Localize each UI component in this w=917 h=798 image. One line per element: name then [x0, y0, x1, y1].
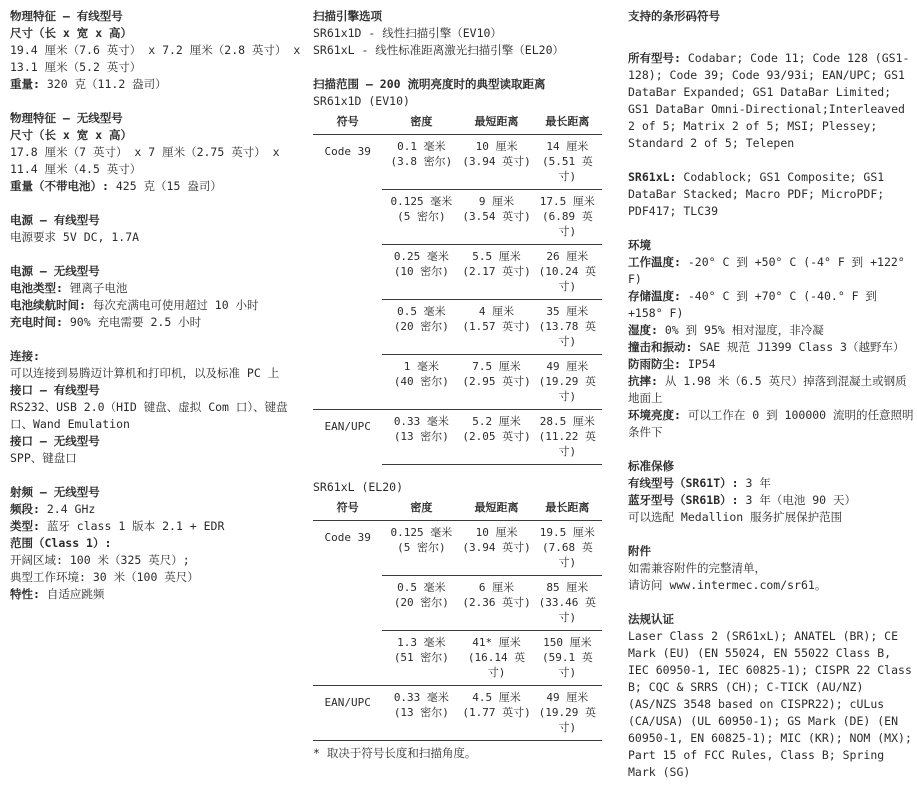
label-bold: 特性:	[10, 587, 40, 601]
min-distance-cell	[460, 410, 532, 465]
max-distance-cell	[533, 190, 602, 245]
section-heading	[10, 433, 308, 450]
section-heading	[10, 212, 308, 229]
table-cell-line: 41* 厘米	[472, 636, 521, 649]
section-heading	[10, 484, 308, 501]
min-distance-cell	[460, 300, 532, 355]
label-bold: 扫描范围 — 200 流明亮度时的典型读取距离	[313, 77, 546, 91]
text-segment: SAE 规范 J1399 Class 3（越野车）	[692, 340, 905, 354]
label-bold: 重量（不带电池）:	[10, 179, 109, 193]
table-cell-line: 7.5 厘米	[472, 360, 521, 373]
table-cell-line: (2.17 英寸)	[462, 265, 531, 278]
label-bold: 范围（Class 1）:	[10, 536, 112, 550]
density-cell	[382, 300, 460, 355]
label-bold: 接口 — 无线型号	[10, 434, 100, 448]
text-segment: SR61xL (EL20)	[313, 480, 404, 494]
text-segment: 。	[814, 578, 827, 592]
label-bold: 标准保修	[628, 459, 674, 473]
text-segment: IP54	[680, 357, 716, 371]
text-segment: 可以工作在 0 到 100000 流明的任意照明条件下	[628, 408, 914, 439]
text-line	[628, 475, 914, 492]
table-cell-line: (5.51 英寸)	[541, 155, 593, 183]
table-cell-line: 14 厘米	[546, 140, 589, 153]
label-bold: 尺寸（长 x 宽 x 高）	[10, 26, 133, 40]
table-header-cell: 符号	[313, 112, 382, 135]
table-cell-line: 5.2 厘米	[472, 415, 521, 428]
section-heading	[10, 382, 308, 399]
table-cell-line: (3.54 英寸)	[462, 210, 531, 223]
text-line	[628, 407, 914, 441]
power-wireless-section	[10, 263, 308, 331]
warranty-section	[628, 458, 914, 526]
symbologies-sr61xl	[628, 169, 914, 220]
text-segment: 17.8 厘米（7 英寸） x 7 厘米（2.75 英寸） x 11.4 厘米（4.5 英寸）	[10, 145, 280, 176]
section-heading	[10, 263, 308, 280]
table-cell-line: (16.14 英寸)	[467, 651, 526, 679]
table-header-row	[313, 498, 602, 521]
scan-engine-options-section	[313, 8, 611, 59]
table-cell-line: 1 毫米	[403, 360, 439, 373]
table-cell-line: 26 厘米	[546, 250, 589, 263]
text-segment: 锂离子电池	[62, 281, 128, 295]
table-row	[313, 135, 602, 190]
table-cell-line: (3.8 密尔)	[390, 155, 453, 168]
table-cell-line: (33.46 英寸)	[538, 596, 597, 624]
symbology-cell: EAN/UPC	[313, 410, 382, 465]
table-cell-line: 28.5 厘米	[539, 415, 595, 428]
table-header-cell: 密度	[382, 498, 460, 521]
max-distance-cell	[533, 300, 602, 355]
section-heading	[628, 611, 914, 628]
text-segment: SPP、键盘口	[10, 451, 77, 465]
text-line	[628, 509, 914, 526]
table-caption-ev10	[313, 93, 611, 110]
text-line	[10, 450, 308, 467]
label-bold: 类型:	[10, 519, 40, 533]
text-segment: 蓝牙 class 1 版本 2.1 + EDR	[39, 519, 225, 533]
rf-section	[10, 484, 308, 603]
max-distance-cell	[533, 410, 602, 465]
physical-wireless-section	[10, 110, 308, 195]
label-bold: 蓝牙型号（SR61B）:	[628, 493, 739, 507]
table-cell-line: 150 厘米	[543, 636, 592, 649]
label-bold: 电池类型:	[10, 281, 63, 295]
min-distance-cell	[460, 631, 532, 686]
label-bold: 法规认证	[628, 612, 674, 626]
scan-range-table-el20	[313, 498, 611, 741]
table-header-cell: 符号	[313, 498, 382, 521]
label-bold: 存储温度:	[628, 289, 681, 303]
table-footnote	[313, 745, 611, 762]
table-cell-line: (13.78 英寸)	[538, 320, 597, 348]
table-cell-line: (2.95 英寸)	[462, 375, 531, 388]
label-bold: 有线型号（SR61T）:	[628, 476, 739, 490]
symbology-cell: Code 39	[324, 531, 371, 544]
label-bold: 支持的条形码符号	[628, 9, 720, 23]
table-cell-line: (1.57 英寸)	[462, 320, 531, 333]
table-cell-line: 10 厘米	[475, 526, 518, 539]
table-cell-line: (5 密尔)	[397, 541, 446, 554]
text-segment: 425 克（15 盎司）	[108, 179, 222, 193]
text-segment: SR61x1D - 线性扫描引擎（EV10）	[313, 26, 502, 40]
text-line	[10, 365, 308, 382]
text-line	[10, 144, 308, 178]
text-line	[10, 552, 308, 569]
text-line	[628, 169, 914, 220]
text-segment: Codabar; Code 11; Code 128 (GS1-128); Code 39; Code 93/93i; EAN/UPC; GS1 DataBar Expanded; GS1 DataBar Limited; GS1 DataBar Omni-Directional;Interleaved 2 of 5; Matrix 2 of 5; MSI; Plessey; Standard 2 of 5; Telepen	[628, 51, 910, 150]
max-distance-cell	[533, 135, 602, 190]
max-distance-cell	[533, 686, 602, 741]
max-distance-cell	[533, 245, 602, 300]
text-segment: 90% 充电需要 2.5 小时	[62, 315, 202, 329]
label-bold: 所有型号:	[628, 51, 681, 65]
text-line	[10, 42, 308, 76]
scan-range-table-el20	[313, 498, 602, 741]
table-row	[313, 410, 602, 465]
min-distance-cell	[460, 576, 532, 631]
label-bold: 接口 — 有线型号	[10, 383, 100, 397]
table-cell-line: (2.05 英寸)	[462, 430, 531, 443]
table-cell-line: (13 密尔)	[393, 706, 449, 719]
label-bold: 电池续航时间:	[10, 298, 86, 312]
environment-section	[628, 237, 914, 441]
label-bold: 电源 — 有线型号	[10, 213, 100, 227]
text-line	[628, 339, 914, 356]
text-line	[628, 356, 914, 373]
text-segment: 320 克（11.2 盎司）	[39, 77, 167, 91]
table-cell-line: 10 厘米	[475, 140, 518, 153]
table-cell-line: 0.1 毫米	[397, 140, 446, 153]
symbology-cell: EAN/UPC	[313, 686, 382, 741]
table-cell-line: 85 厘米	[546, 581, 589, 594]
text-segment: 开阔区域: 100 米（325 英尺）;	[10, 553, 190, 567]
regulatory-section	[628, 611, 914, 781]
table-cell-line: (1.77 英寸)	[462, 706, 531, 719]
label-bold: 工作温度:	[628, 255, 681, 269]
text-segment: 自适应跳频	[39, 587, 105, 601]
table-header-cell: 最长距离	[533, 112, 602, 135]
label-bold: 撞击和振动:	[628, 340, 693, 354]
table-caption-el20	[313, 479, 611, 496]
text-line	[10, 518, 308, 535]
text-line	[628, 577, 914, 594]
text-line	[628, 322, 914, 339]
text-segment: 典型工作环境: 30 米（100 英尺）	[10, 570, 199, 584]
text-segment: RS232、USB 2.0（HID 键盘、虚拟 Com 口）、键盘口、Wand Emulation	[10, 400, 288, 431]
table-cell-line: 1.3 毫米	[397, 636, 446, 649]
section-heading	[313, 76, 611, 93]
text-line	[10, 399, 308, 433]
label-bold: 连接:	[10, 349, 40, 363]
table-cell-line: (19.29 英寸)	[538, 706, 597, 734]
text-segment: * 取决于符号长度和扫描角度。	[313, 746, 477, 760]
text-line	[10, 586, 308, 603]
label-bold: 防雨防尘:	[628, 357, 681, 371]
text-line	[313, 42, 611, 59]
table-cell-line: 6 厘米	[478, 581, 515, 594]
section-heading	[313, 8, 611, 25]
label-bold: 扫描引擎选项	[313, 9, 382, 23]
text-line	[10, 314, 308, 331]
density-cell	[382, 245, 460, 300]
table-cell-line: 4.5 厘米	[472, 691, 521, 704]
table-cell-line: (11.22 英寸)	[538, 430, 597, 458]
text-line	[10, 280, 308, 297]
density-cell	[382, 686, 460, 741]
table-header-cell: 最长距离	[533, 498, 602, 521]
text-line	[313, 25, 611, 42]
symbology-cell: Code 39	[324, 145, 371, 158]
max-distance-cell	[533, 576, 602, 631]
table-cell-line: 35 厘米	[546, 305, 589, 318]
density-cell	[382, 521, 460, 576]
physical-wired-section	[10, 8, 308, 93]
table-cell-line: (51 密尔)	[393, 651, 449, 664]
table-cell-line: (2.36 英寸)	[462, 596, 531, 609]
text-line	[10, 297, 308, 314]
max-distance-cell	[533, 631, 602, 686]
label-bold: 湿度:	[628, 323, 658, 337]
table-cell-line: (6.89 英寸)	[541, 210, 593, 238]
table-cell-line: (20 密尔)	[393, 320, 449, 333]
text-line	[10, 501, 308, 518]
website-url: www.intermec.com/sr61	[669, 578, 815, 592]
table-row	[313, 521, 602, 576]
text-line	[628, 50, 914, 152]
density-cell	[382, 631, 460, 686]
text-segment: 3 年	[738, 476, 771, 490]
label-bold: 环境亮度:	[628, 408, 681, 422]
text-segment: 从 1.98 米（6.5 英尺）掉落到混凝土或钢质地面上	[628, 374, 907, 405]
density-cell	[382, 135, 460, 190]
text-line	[628, 560, 914, 577]
table-header-cell: 密度	[382, 112, 460, 135]
label-bold: 环境	[628, 238, 651, 252]
text-segment: 每次充满电可使用超过 10 小时	[85, 298, 259, 312]
text-segment: -20° C 到 +50° C (-4° F 到 +122° F)	[628, 255, 905, 286]
scan-range-table-ev10	[313, 112, 611, 465]
density-cell	[382, 355, 460, 410]
column-left	[10, 8, 308, 620]
min-distance-cell	[460, 135, 532, 190]
power-wired-section	[10, 212, 308, 246]
table-cell-line: (19.29 英寸)	[538, 375, 597, 403]
text-line	[10, 76, 308, 93]
min-distance-cell	[460, 355, 532, 410]
min-distance-cell	[460, 245, 532, 300]
table-cell-line: (10 密尔)	[393, 265, 449, 278]
table-cell-line: (10.24 英寸)	[538, 265, 597, 293]
table-cell-line: (3.94 英寸)	[462, 541, 531, 554]
table-cell-line: (5 密尔)	[397, 210, 446, 223]
label-bold: SR61xL:	[628, 170, 677, 184]
table-cell-line: 9 厘米	[478, 195, 515, 208]
table-footnote-block	[313, 745, 611, 762]
text-segment: 0% 到 95% 相对湿度，非冷凝	[657, 323, 824, 337]
section-heading	[628, 458, 914, 475]
density-cell	[382, 190, 460, 245]
min-distance-cell	[460, 686, 532, 741]
table-cell-line: 0.125 毫米	[390, 195, 453, 208]
table-cell-line: (7.68 英寸)	[541, 541, 593, 569]
scan-range-heading	[313, 76, 611, 110]
table-header-cell: 最短距离	[460, 112, 532, 135]
text-segment: -40° C 到 +70° C (-40.° F 到 +158° F)	[628, 289, 878, 320]
text-line	[628, 373, 914, 407]
table-cell-line: 0.5 毫米	[397, 581, 446, 594]
table-row	[313, 686, 602, 741]
section-heading	[628, 8, 914, 25]
section-heading	[10, 8, 308, 25]
label-bold: 电源 — 无线型号	[10, 264, 100, 278]
table-caption-el20-block	[313, 479, 611, 496]
min-distance-cell	[460, 521, 532, 576]
label-bold: 尺寸（长 x 宽 x 高）	[10, 128, 133, 142]
scan-range-table-ev10	[313, 112, 602, 465]
text-line	[628, 288, 914, 322]
table-cell-line: 0.125 毫米	[390, 526, 453, 539]
column-right	[628, 8, 914, 798]
text-line	[10, 178, 308, 195]
section-heading	[628, 237, 914, 254]
section-heading	[10, 535, 308, 552]
max-distance-cell	[533, 521, 602, 576]
symbologies-heading	[628, 8, 914, 25]
label-bold: 物理特征 — 有线型号	[10, 9, 123, 23]
density-cell	[382, 410, 460, 465]
text-segment: 可以连接到易腾迈计算机和打印机，以及标准 PC 上	[10, 366, 280, 380]
table-cell-line: (13 密尔)	[393, 430, 449, 443]
text-segment: SR61x1D (EV10)	[313, 94, 410, 108]
table-cell-line: 49 厘米	[546, 691, 589, 704]
table-cell-line: (20 密尔)	[393, 596, 449, 609]
text-line	[628, 492, 914, 509]
text-segment: 19.4 厘米（7.6 英寸） x 7.2 厘米（2.8 英寸） x 13.1 厘米（5.2 英寸）	[10, 43, 301, 74]
column-middle	[313, 8, 611, 779]
table-cell-line: 0.33 毫米	[393, 415, 449, 428]
label-bold: 射频 — 无线型号	[10, 485, 100, 499]
table-cell-line: 5.5 厘米	[472, 250, 521, 263]
table-cell-line: (59.1 英寸)	[541, 651, 593, 679]
text-segment: 请访问	[628, 578, 670, 592]
label-bold: 频段:	[10, 502, 40, 516]
text-segment: 电源要求 5V DC, 1.7A	[10, 230, 140, 244]
section-heading	[10, 25, 308, 42]
text-segment: 如需兼容附件的完整清单，	[628, 561, 766, 575]
table-cell-line: 0.5 毫米	[397, 305, 446, 318]
text-line	[628, 254, 914, 288]
density-cell	[382, 576, 460, 631]
text-segment: Codablock; GS1 Composite; GS1 DataBar Stacked; Macro PDF; MicroPDF; PDF417; TLC39	[628, 170, 885, 218]
table-cell-line: (3.94 英寸)	[462, 155, 531, 168]
section-heading	[10, 110, 308, 127]
accessories-section	[628, 543, 914, 594]
symbologies-all-models	[628, 50, 914, 152]
table-cell-line: 0.33 毫米	[393, 691, 449, 704]
table-cell-line: 0.25 毫米	[393, 250, 449, 263]
table-cell-line: 4 厘米	[478, 305, 515, 318]
section-heading	[10, 127, 308, 144]
table-cell-line: 19.5 厘米	[539, 526, 595, 539]
table-header-cell: 最短距离	[460, 498, 532, 521]
max-distance-cell	[533, 355, 602, 410]
text-line	[10, 229, 308, 246]
table-cell-line: 49 厘米	[546, 360, 589, 373]
section-heading	[628, 543, 914, 560]
text-line	[10, 569, 308, 586]
section-heading	[10, 348, 308, 365]
label-bold: 物理特征 — 无线型号	[10, 111, 123, 125]
label-bold: 充电时间:	[10, 315, 63, 329]
text-segment: 3 年（电池 90 天）	[738, 493, 857, 507]
text-segment: 2.4 GHz	[39, 502, 96, 516]
label-bold: 抗摔:	[628, 374, 658, 388]
text-line	[628, 628, 914, 781]
text-segment: Laser Class 2 (SR61xL); ANATEL (BR); CE Mark (EU) (EN 55024, EN 55022 Class B, IEC 60950-1, IEC 60825-1); CISPR 22 Class B; CQC & SRRS (CH); C-TICK (AU/NZ) (AS/NZS 3548 based on CISPR22); cULus (CA/USA) (UL 60950-1); GS Mark (DE) (EN 60950-1, EN 60825-1); MIC (KR); NOM (MX); Part 15 of FCC Rules, Class B; Spring Mark (SG)	[628, 629, 912, 779]
min-distance-cell	[460, 190, 532, 245]
connectivity-section	[10, 348, 308, 467]
label-bold: 附件	[628, 544, 651, 558]
text-segment: 可以选配 Medallion 服务扩展保护范围	[628, 510, 843, 524]
label-bold: 重量:	[10, 77, 40, 91]
table-cell-line: (40 密尔)	[393, 375, 449, 388]
text-segment: SR61xL - 线性标准距离激光扫描引擎（EL20）	[313, 43, 565, 57]
table-header-row	[313, 112, 602, 135]
table-cell-line: 17.5 厘米	[539, 195, 595, 208]
